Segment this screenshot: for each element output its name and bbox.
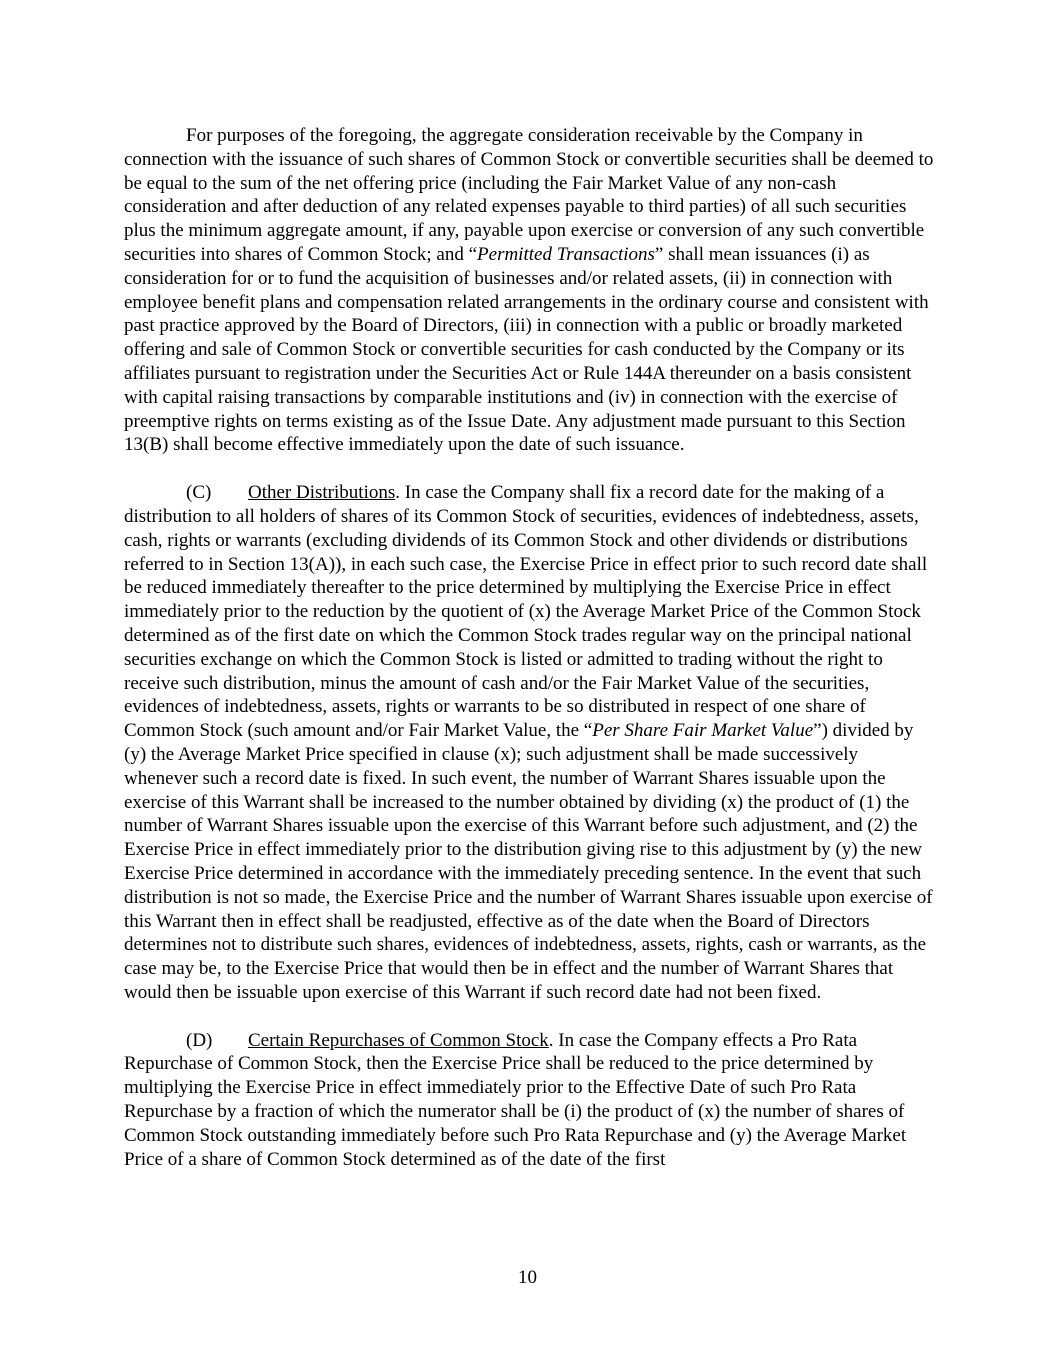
paragraph-consideration-definition (124, 124, 936, 457)
section-d-certain-repurchases (124, 1029, 936, 1172)
defined-term-per-share-fair-market-value: Per Share Fair Market Value (592, 720, 814, 742)
section-c-other-distributions (124, 481, 936, 1005)
document-page (124, 124, 936, 1171)
section-c-heading: Other Distributions (248, 482, 396, 504)
section-d-text-part-1: . In case the Company effects a Pro Rata Repurchase of Common Stock, then the Exercise Price shall be reduced to the price determined by multiplying the Exercise Price in effect immediately prior to the Effective Date of such Pro Rata Repurchase by a fraction of which the numerator shall be (i) the product of (x) the number of shares of Common Stock outstanding immediately before such Pro Rata Repurchase and (y) the Average Market Price of a share of Common Stock determined as of the date of the first (124, 1029, 907, 1170)
paragraph-text-part-2: ” shall mean issuances (i) as consideration for or to fund the acquisition of businesses and/or related assets, (ii) in connection with employee benefit plans and compensation related arrangements in the ordinary course and consistent with past practice approved by the Board of Directors, (iii) in connection with a public or broadly marketed offering and sale of Common Stock or convertible securities for cash conducted by the Company or its affiliates pursuant to registration under the Securities Act or Rule 144A thereunder on a basis consistent with capital raising transactions by comparable institutions and (iv) in connection with the exercise of preemptive rights on terms existing as of the Issue Date. Any adjustment made pursuant to this Section 13(B) shall become effective immediately upon the date of such issuance. (124, 243, 929, 456)
section-c-text-part-1: . In case the Company shall fix a record date for the making of a distribution to all holders of shares of its Common Stock of securities, evidences of indebtedness, assets, cash, rights or warrants (excluding dividends of its Common Stock and other dividends or distributions referred to in Section 13(A)), in each such case, the Exercise Price in effect prior to such record date shall be reduced immediately thereafter to the price determined by multiplying the Exercise Price in effect immediately prior to the reduction by the quotient of (x) the Average Market Price of the Common Stock determined as of the first date on which the Common Stock trades regular way on the principal national securities exchange on which the Common Stock is listed or admitted to trading without the right to receive such distribution, minus the amount of cash and/or the Fair Market Value of the securities, evidences of indebtedness, assets, rights or warrants to be so distributed in respect of one share of Common Stock (such amount and/or Fair Market Value, the “ (124, 482, 928, 742)
section-d-label: (D) (186, 1029, 213, 1051)
defined-term-permitted-transactions: Permitted Transactions (477, 243, 655, 265)
section-c-text-part-2: ”) divided by (y) the Average Market Price specified in clause (x); such adjustment shall be made successively whenever such a record date is fixed. In such event, the number of Warrant Shares issuable upon the exercise of this Warrant shall be increased to the number obtained by dividing (x) the product of (1) the number of Warrant Shares issuable upon the exercise of this Warrant before such adjustment, and (2) the Exercise Price in effect immediately prior to the distribution giving rise to this adjustment by (y) the new Exercise Price determined in accordance with the immediately preceding sentence. In the event that such distribution is not so made, the Exercise Price and the number of Warrant Shares issuable upon exercise of this Warrant then in effect shall be readjusted, effective as of the date when the Board of Directors determines not to distribute such shares, evidences of indebtedness, assets, rights, cash or warrants, as the case may be, to the Exercise Price that would then be in effect and the number of Warrant Shares that would then be issuable upon exercise of this Warrant if such record date had not been fixed. (124, 720, 933, 1003)
page-number: 10 (518, 1267, 537, 1288)
section-d-heading: Certain Repurchases of Common Stock (248, 1029, 549, 1051)
section-c-label: (C) (186, 482, 212, 504)
paragraph-text-part-1: For purposes of the foregoing, the aggregate consideration receivable by the Company in connection with the issuance of such shares of Common Stock or convertible securities shall be deemed to be equal to the sum of the net offering price (including the Fair Market Value of any non-cash consideration and after deduction of any related expenses payable to third parties) of all such securities plus the minimum aggregate amount, if any, payable upon exercise or conversion of any such convertible securities into shares of Common Stock; and “ (124, 125, 934, 265)
